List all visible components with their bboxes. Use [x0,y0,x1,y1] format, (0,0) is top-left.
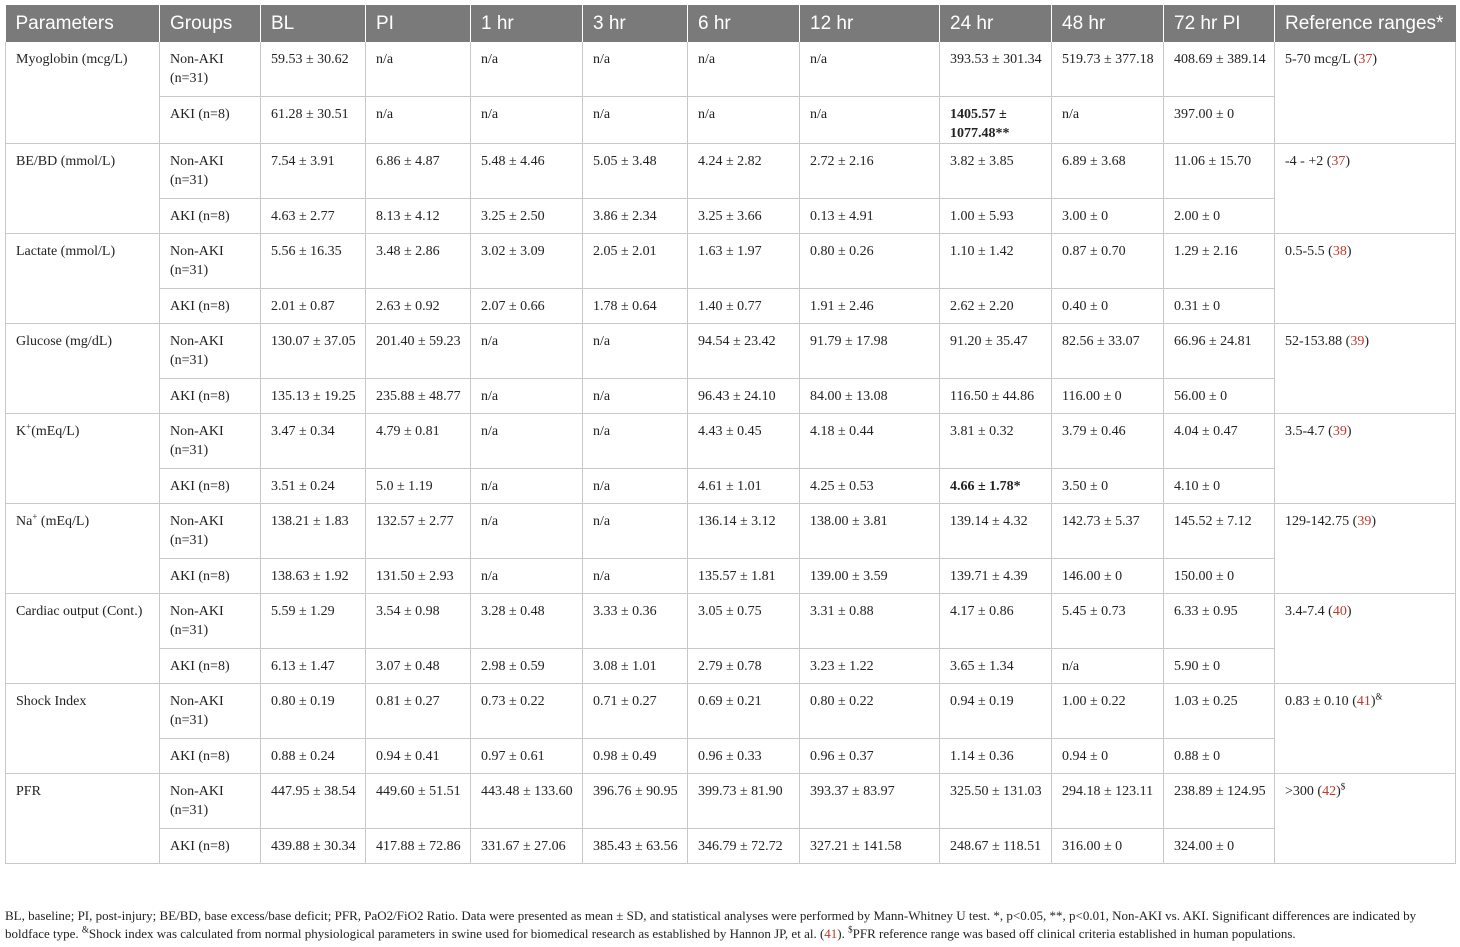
parameter-unit: (mEq/L) [37,514,90,529]
value-cell: 150.00 ± 0 [1164,559,1275,594]
value-cell: 3.08 ± 1.01 [583,649,688,684]
reference-range-cell [1275,684,1456,774]
value-cell: 4.43 ± 0.45 [688,414,800,469]
value-cell: 91.20 ± 35.47 [940,324,1052,379]
paren-open: ( [1342,334,1351,349]
table-row [6,42,1456,97]
reference-range-value: >300 [1285,784,1314,799]
value-cell: 408.69 ± 389.14 [1164,42,1275,97]
value-cell: 397.00 ± 0 [1164,97,1275,144]
table-row [6,379,1456,414]
table-row [6,594,1456,649]
column-header: 3 hr [583,5,688,42]
reference-range-cell [1275,324,1456,414]
table-row [6,97,1456,144]
value-cell: n/a [366,97,471,144]
column-header: 24 hr [940,5,1052,42]
value-cell: n/a [583,42,688,97]
value-cell: 5.05 ± 3.48 [583,144,688,199]
reference-range-cell [1275,144,1456,234]
table-row [6,774,1456,829]
column-header: Parameters [6,5,160,42]
parameter-superscript: + [32,511,38,522]
parameter-cell [6,144,160,234]
value-cell: 4.63 ± 2.77 [261,199,366,234]
value-cell: 7.54 ± 3.91 [261,144,366,199]
value-cell: 4.04 ± 0.47 [1164,414,1275,469]
paren-close: ) [1346,424,1352,439]
value-cell: n/a [800,42,940,97]
parameter-label: Glucose (mg/dL) [16,334,113,349]
reference-citation-link[interactable]: 41 [1356,694,1371,709]
parameter-cell [6,504,160,594]
value-cell: 0.96 ± 0.37 [800,739,940,774]
column-header: 48 hr [1052,5,1164,42]
table-row [6,289,1456,324]
parameter-label: PFR [16,784,41,799]
value-cell: 2.05 ± 2.01 [583,234,688,289]
table-row [6,559,1456,594]
reference-citation-link[interactable]: 37 [1358,52,1373,67]
group-cell: AKI (n=8) [160,199,261,234]
value-cell: 66.96 ± 24.81 [1164,324,1275,379]
reference-citation-link[interactable]: 39 [1332,424,1347,439]
value-cell: 3.31 ± 0.88 [800,594,940,649]
value-cell: 2.00 ± 0 [1164,199,1275,234]
value-cell: 3.81 ± 0.32 [940,414,1052,469]
value-cell: 1.29 ± 2.16 [1164,234,1275,289]
group-cell: Non-AKI (n=31) [160,774,261,829]
group-cell: Non-AKI (n=31) [160,42,261,97]
value-cell: 1405.57 ± 1077.48** [940,97,1052,144]
value-cell: 3.25 ± 3.66 [688,199,800,234]
value-cell: 116.00 ± 0 [1052,379,1164,414]
value-cell: 61.28 ± 30.51 [261,97,366,144]
group-cell: AKI (n=8) [160,469,261,504]
value-cell: 5.59 ± 1.29 [261,594,366,649]
column-header: 72 hr PI [1164,5,1275,42]
paren-open: ( [1324,604,1333,619]
reference-range-cell [1275,414,1456,504]
reference-range-value: 129-142.75 [1285,514,1350,529]
value-cell: 327.21 ± 141.58 [800,829,940,864]
value-cell: 248.67 ± 118.51 [940,829,1052,864]
value-cell: 3.25 ± 2.50 [471,199,583,234]
value-cell: 519.73 ± 377.18 [1052,42,1164,97]
reference-range-value: 0.83 ± 0.10 [1285,694,1349,709]
value-cell: 5.48 ± 4.46 [471,144,583,199]
value-cell: 1.03 ± 0.25 [1164,684,1275,739]
value-cell: 2.79 ± 0.78 [688,649,800,684]
value-cell: 6.33 ± 0.95 [1164,594,1275,649]
value-cell: 135.13 ± 19.25 [261,379,366,414]
value-cell: 449.60 ± 51.51 [366,774,471,829]
value-cell: 0.96 ± 0.33 [688,739,800,774]
value-cell: 146.00 ± 0 [1052,559,1164,594]
reference-range-cell [1275,774,1456,864]
reference-citation-link[interactable]: 40 [1332,604,1347,619]
value-cell: 0.31 ± 0 [1164,289,1275,324]
value-cell: 138.21 ± 1.83 [261,504,366,559]
paren-close: ) [1371,514,1377,529]
value-cell: 324.00 ± 0 [1164,829,1275,864]
reference-citation-link[interactable]: 42 [1322,784,1337,799]
footnote-amp-mark: & [81,924,89,935]
value-cell: 1.14 ± 0.36 [940,739,1052,774]
value-cell: 235.88 ± 48.77 [366,379,471,414]
parameter-label: Myoglobin (mcg/L) [16,52,128,67]
parameter-cell [6,594,160,684]
parameter-cell [6,42,160,144]
value-cell: 3.33 ± 0.36 [583,594,688,649]
value-cell: 396.76 ± 90.95 [583,774,688,829]
value-cell: 4.66 ± 1.78* [940,469,1052,504]
value-cell: 1.91 ± 2.46 [800,289,940,324]
value-cell: 139.00 ± 3.59 [800,559,940,594]
value-cell: 130.07 ± 37.05 [261,324,366,379]
group-cell: Non-AKI (n=31) [160,144,261,199]
parameter-cell [6,324,160,414]
data-table [5,5,1456,864]
reference-citation-link[interactable]: 38 [1332,244,1347,259]
value-cell: 4.24 ± 2.82 [688,144,800,199]
column-header: 1 hr [471,5,583,42]
table-row [6,684,1456,739]
footnote-cite-41[interactable]: 41 [824,926,838,941]
paren-open: ( [1350,52,1359,67]
parameter-unit: (mEq/L) [31,424,80,439]
value-cell: 136.14 ± 3.12 [688,504,800,559]
value-cell: 393.53 ± 301.34 [940,42,1052,97]
reference-range-value: 52-153.88 [1285,334,1343,349]
value-cell: 1.40 ± 0.77 [688,289,800,324]
value-cell: 91.79 ± 17.98 [800,324,940,379]
parameter-superscript: + [26,421,32,432]
value-cell: 0.13 ± 4.91 [800,199,940,234]
value-cell: 2.62 ± 2.20 [940,289,1052,324]
value-cell: 3.02 ± 3.09 [471,234,583,289]
column-header: 6 hr [688,5,800,42]
value-cell: 4.10 ± 0 [1164,469,1275,504]
reference-citation-link[interactable]: 37 [1331,154,1346,169]
value-cell: 131.50 ± 2.93 [366,559,471,594]
value-cell: 0.98 ± 0.49 [583,739,688,774]
reference-range-value: -4 - +2 [1285,154,1324,169]
reference-range-cell [1275,504,1456,594]
value-cell: 2.72 ± 2.16 [800,144,940,199]
group-cell: Non-AKI (n=31) [160,504,261,559]
value-cell: 6.13 ± 1.47 [261,649,366,684]
value-cell: n/a [688,42,800,97]
group-cell: AKI (n=8) [160,739,261,774]
column-header: PI [366,5,471,42]
value-cell: 0.94 ± 0.19 [940,684,1052,739]
group-cell: Non-AKI (n=31) [160,234,261,289]
value-cell: n/a [583,504,688,559]
value-cell: 443.48 ± 133.60 [471,774,583,829]
value-cell: 116.50 ± 44.86 [940,379,1052,414]
value-cell: 0.88 ± 0.24 [261,739,366,774]
footnote-line1: BL, baseline; PI, post-injury; BE/BD, base excess/base deficit; PFR, PaO2/FiO2 Ratio. Data were presented as mean ± SD, and statistical analyses were performed by Mann-Whitney U test. *, p<0.05, **, p<0.01, Non-AKI vs. AKI. Significant differences are indicated by boldface type. [5,908,1417,941]
reference-range-value: 3.5-4.7 [1285,424,1325,439]
value-cell: 138.00 ± 3.81 [800,504,940,559]
reference-range-value: 3.4-7.4 [1285,604,1325,619]
value-cell: 8.13 ± 4.12 [366,199,471,234]
value-cell: 3.05 ± 0.75 [688,594,800,649]
value-cell: 84.00 ± 13.08 [800,379,940,414]
value-cell: n/a [471,97,583,144]
parameter-label: Cardiac output (Cont.) [16,604,143,619]
value-cell: 417.88 ± 72.86 [366,829,471,864]
reference-range-cell [1275,234,1456,324]
value-cell: 56.00 ± 0 [1164,379,1275,414]
value-cell: 316.00 ± 0 [1052,829,1164,864]
paren-open: ( [1348,694,1357,709]
value-cell: 4.25 ± 0.53 [800,469,940,504]
value-cell: 1.10 ± 1.42 [940,234,1052,289]
value-cell: 5.0 ± 1.19 [366,469,471,504]
value-cell: 0.87 ± 0.70 [1052,234,1164,289]
data-table-container [5,5,1455,864]
parameter-label: K [16,424,27,439]
value-cell: n/a [471,42,583,97]
reference-citation-link[interactable]: 39 [1357,514,1372,529]
value-cell: 132.57 ± 2.77 [366,504,471,559]
value-cell: 399.73 ± 81.90 [688,774,800,829]
paren-close: ) [1346,244,1352,259]
column-header: 12 hr [800,5,940,42]
value-cell: n/a [471,559,583,594]
paren-open: ( [1323,154,1332,169]
paren-open: ( [1324,424,1333,439]
value-cell: 294.18 ± 123.11 [1052,774,1164,829]
value-cell: n/a [471,469,583,504]
value-cell: 5.56 ± 16.35 [261,234,366,289]
value-cell: 1.00 ± 5.93 [940,199,1052,234]
group-cell: Non-AKI (n=31) [160,684,261,739]
value-cell: n/a [800,97,940,144]
parameter-cell [6,414,160,504]
footnote-line3: PFR reference range was based off clinical criteria established in human populations. [852,926,1296,941]
value-cell: 0.80 ± 0.22 [800,684,940,739]
value-cell: 0.94 ± 0 [1052,739,1164,774]
value-cell: 135.57 ± 1.81 [688,559,800,594]
value-cell: 3.23 ± 1.22 [800,649,940,684]
value-cell: 0.81 ± 0.27 [366,684,471,739]
value-cell: n/a [583,414,688,469]
paren-close: ) [1370,694,1376,709]
value-cell: 5.90 ± 0 [1164,649,1275,684]
value-cell: 4.61 ± 1.01 [688,469,800,504]
parameter-cell [6,774,160,864]
value-cell: n/a [583,324,688,379]
table-row [6,649,1456,684]
reference-citation-link[interactable]: 39 [1350,334,1365,349]
group-cell: AKI (n=8) [160,829,261,864]
value-cell: 139.71 ± 4.39 [940,559,1052,594]
value-cell: 3.47 ± 0.34 [261,414,366,469]
value-cell: n/a [471,504,583,559]
value-cell: 11.06 ± 15.70 [1164,144,1275,199]
value-cell: 3.65 ± 1.34 [940,649,1052,684]
footnote-dollar-mark: $ [848,924,853,935]
column-header: Groups [160,5,261,42]
value-cell: 4.79 ± 0.81 [366,414,471,469]
value-cell: n/a [366,42,471,97]
value-cell: n/a [583,97,688,144]
group-cell: AKI (n=8) [160,649,261,684]
value-cell: 139.14 ± 4.32 [940,504,1052,559]
value-cell: 94.54 ± 23.42 [688,324,800,379]
value-cell: 145.52 ± 7.12 [1164,504,1275,559]
value-cell: n/a [688,97,800,144]
value-cell: 3.51 ± 0.24 [261,469,366,504]
table-row [6,199,1456,234]
table-row [6,504,1456,559]
value-cell: 0.80 ± 0.19 [261,684,366,739]
value-cell: 0.69 ± 0.21 [688,684,800,739]
value-cell: n/a [1052,649,1164,684]
value-cell: 2.07 ± 0.66 [471,289,583,324]
group-cell: Non-AKI (n=31) [160,594,261,649]
value-cell: 201.40 ± 59.23 [366,324,471,379]
paren-close: ) [1336,784,1341,799]
value-cell: 3.54 ± 0.98 [366,594,471,649]
footnote-line2: Shock index was calculated from normal physiological parameters in swine used for biomedical research as established by Hannon JP, et al. ( [88,926,825,941]
table-footnote [5,907,1455,943]
column-header: BL [261,5,366,42]
value-cell: 0.80 ± 0.26 [800,234,940,289]
group-cell: Non-AKI (n=31) [160,324,261,379]
value-cell: 4.18 ± 0.44 [800,414,940,469]
paren-open: ( [1349,514,1358,529]
value-cell: 0.97 ± 0.61 [471,739,583,774]
parameter-label: Lactate (mmol/L) [16,244,116,259]
value-cell: 1.78 ± 0.64 [583,289,688,324]
parameter-cell [6,684,160,774]
value-cell: 238.89 ± 124.95 [1164,774,1275,829]
value-cell: 331.67 ± 27.06 [471,829,583,864]
value-cell: 2.63 ± 0.92 [366,289,471,324]
value-cell: 82.56 ± 33.07 [1052,324,1164,379]
table-row [6,469,1456,504]
value-cell: 3.82 ± 3.85 [940,144,1052,199]
value-cell: 439.88 ± 30.34 [261,829,366,864]
table-row [6,829,1456,864]
value-cell: n/a [1052,97,1164,144]
value-cell: 1.63 ± 1.97 [688,234,800,289]
value-cell: 0.94 ± 0.41 [366,739,471,774]
reference-footnote-mark: & [1375,691,1383,702]
value-cell: n/a [471,324,583,379]
reference-footnote-mark: $ [1340,781,1346,792]
value-cell: 3.48 ± 2.86 [366,234,471,289]
parameter-label: Shock Index [16,694,87,709]
column-header: Reference ranges* [1275,5,1456,42]
parameter-label: BE/BD (mmol/L) [16,154,116,169]
reference-range-cell [1275,594,1456,684]
value-cell: n/a [583,559,688,594]
value-cell: 3.00 ± 0 [1052,199,1164,234]
value-cell: 3.28 ± 0.48 [471,594,583,649]
value-cell: 6.86 ± 4.87 [366,144,471,199]
value-cell: 5.45 ± 0.73 [1052,594,1164,649]
reference-range-value: 0.5-5.5 [1285,244,1325,259]
value-cell: 0.73 ± 0.22 [471,684,583,739]
value-cell: 0.88 ± 0 [1164,739,1275,774]
group-cell: AKI (n=8) [160,97,261,144]
value-cell: n/a [471,379,583,414]
reference-range-cell [1275,42,1456,144]
value-cell: 142.73 ± 5.37 [1052,504,1164,559]
table-row [6,234,1456,289]
paren-close: ) [1346,604,1352,619]
value-cell: n/a [583,469,688,504]
value-cell: 6.89 ± 3.68 [1052,144,1164,199]
table-header-row [6,5,1456,42]
paren-close: ) [1364,334,1370,349]
value-cell: 393.37 ± 83.97 [800,774,940,829]
paren-open: ( [1313,784,1323,799]
group-cell: AKI (n=8) [160,289,261,324]
value-cell: 3.50 ± 0 [1052,469,1164,504]
paren-close: ) [1372,52,1378,67]
value-cell: 3.79 ± 0.46 [1052,414,1164,469]
value-cell: 4.17 ± 0.86 [940,594,1052,649]
reference-range-value: 5-70 mcg/L [1285,52,1351,67]
value-cell: 96.43 ± 24.10 [688,379,800,414]
paren-open: ( [1324,244,1333,259]
value-cell: 2.98 ± 0.59 [471,649,583,684]
value-cell: 59.53 ± 30.62 [261,42,366,97]
value-cell: 385.43 ± 63.56 [583,829,688,864]
value-cell: 346.79 ± 72.72 [688,829,800,864]
value-cell: 0.71 ± 0.27 [583,684,688,739]
parameter-cell [6,234,160,324]
table-row [6,144,1456,199]
value-cell: 447.95 ± 38.54 [261,774,366,829]
value-cell: 0.40 ± 0 [1052,289,1164,324]
table-row [6,414,1456,469]
value-cell: 3.86 ± 2.34 [583,199,688,234]
table-row [6,324,1456,379]
value-cell: n/a [583,379,688,414]
value-cell: 138.63 ± 1.92 [261,559,366,594]
table-row [6,739,1456,774]
value-cell: 3.07 ± 0.48 [366,649,471,684]
group-cell: AKI (n=8) [160,379,261,414]
parameter-label: Na [16,514,33,529]
value-cell: 2.01 ± 0.87 [261,289,366,324]
value-cell: n/a [471,414,583,469]
value-cell: 1.00 ± 0.22 [1052,684,1164,739]
group-cell: AKI (n=8) [160,559,261,594]
group-cell: Non-AKI (n=31) [160,414,261,469]
footnote-line2-end: ). [837,926,849,941]
paren-close: ) [1345,154,1351,169]
value-cell: 325.50 ± 131.03 [940,774,1052,829]
